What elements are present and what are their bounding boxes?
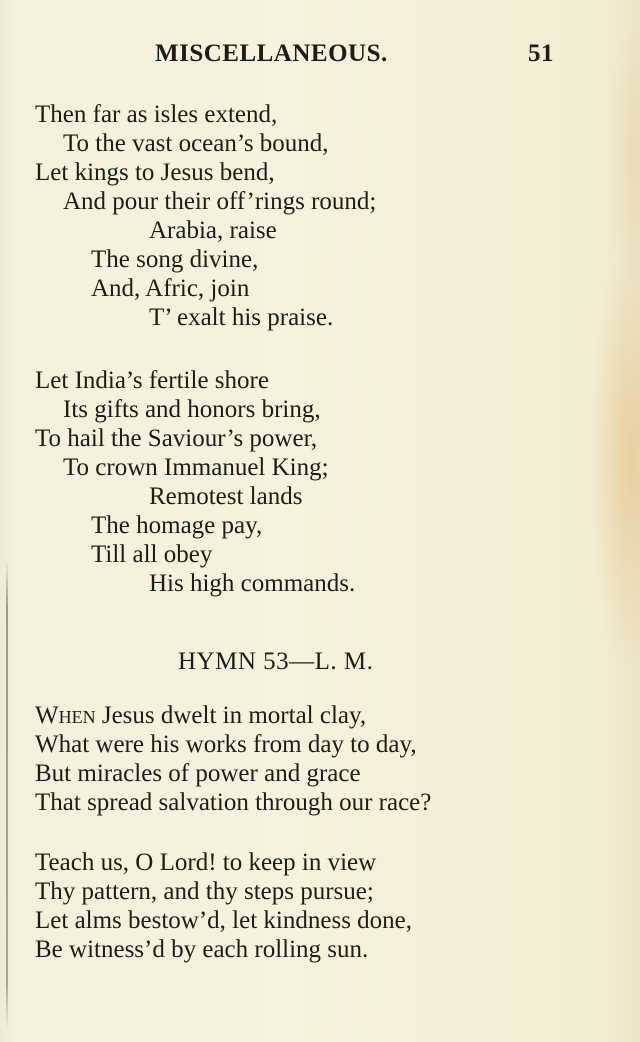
- verse-line: Remotest lands: [149, 483, 303, 510]
- verse-line: T’ exalt his praise.: [149, 304, 334, 331]
- verse-line: To crown Immanuel King;: [63, 454, 329, 481]
- verse-line: Then far as isles extend,: [35, 101, 278, 128]
- verse-line: Its gifts and honors bring,: [63, 396, 321, 423]
- verse-line-rest: Jesus dwelt in mortal clay,: [95, 702, 367, 729]
- drop-word: When: [35, 702, 96, 729]
- verse-line: And pour their off’rings round;: [63, 188, 377, 215]
- verse-line: [35, 701, 366, 730]
- verse-line: Let India’s fertile shore: [35, 367, 269, 394]
- hymn-title: HYMN 53—L. M.: [178, 648, 374, 675]
- verse-line: Be witness’d by each rolling sun.: [35, 936, 369, 963]
- verse-line: Arabia, raise: [149, 217, 277, 244]
- verse-line: To the vast ocean’s bound,: [63, 130, 329, 157]
- verse-line: Thy pattern, and thy steps pursue;: [35, 878, 374, 905]
- verse-line: And, Afric, join: [91, 275, 250, 302]
- verse-line: That spread salvation through our race?: [35, 789, 432, 816]
- verse-line: His high commands.: [149, 570, 356, 597]
- verse-line: What were his works from day to day,: [35, 731, 417, 758]
- verse-line: But miracles of power and grace: [35, 760, 361, 787]
- verse-line: Let kings to Jesus bend,: [35, 159, 275, 186]
- verse-line: Let alms bestow’d, let kindness done,: [35, 907, 413, 934]
- verse-line: Till all obey: [91, 541, 213, 568]
- page-number: 51: [528, 40, 554, 67]
- verse-line: Teach us, O Lord! to keep in view: [35, 849, 377, 876]
- verse-line: The homage pay,: [91, 512, 263, 539]
- page-edge-shadow: [6, 560, 8, 1030]
- verse-line: The song divine,: [91, 246, 259, 273]
- verse-line: To hail the Saviour’s power,: [35, 425, 318, 452]
- section-title: MISCELLANEOUS.: [155, 40, 388, 67]
